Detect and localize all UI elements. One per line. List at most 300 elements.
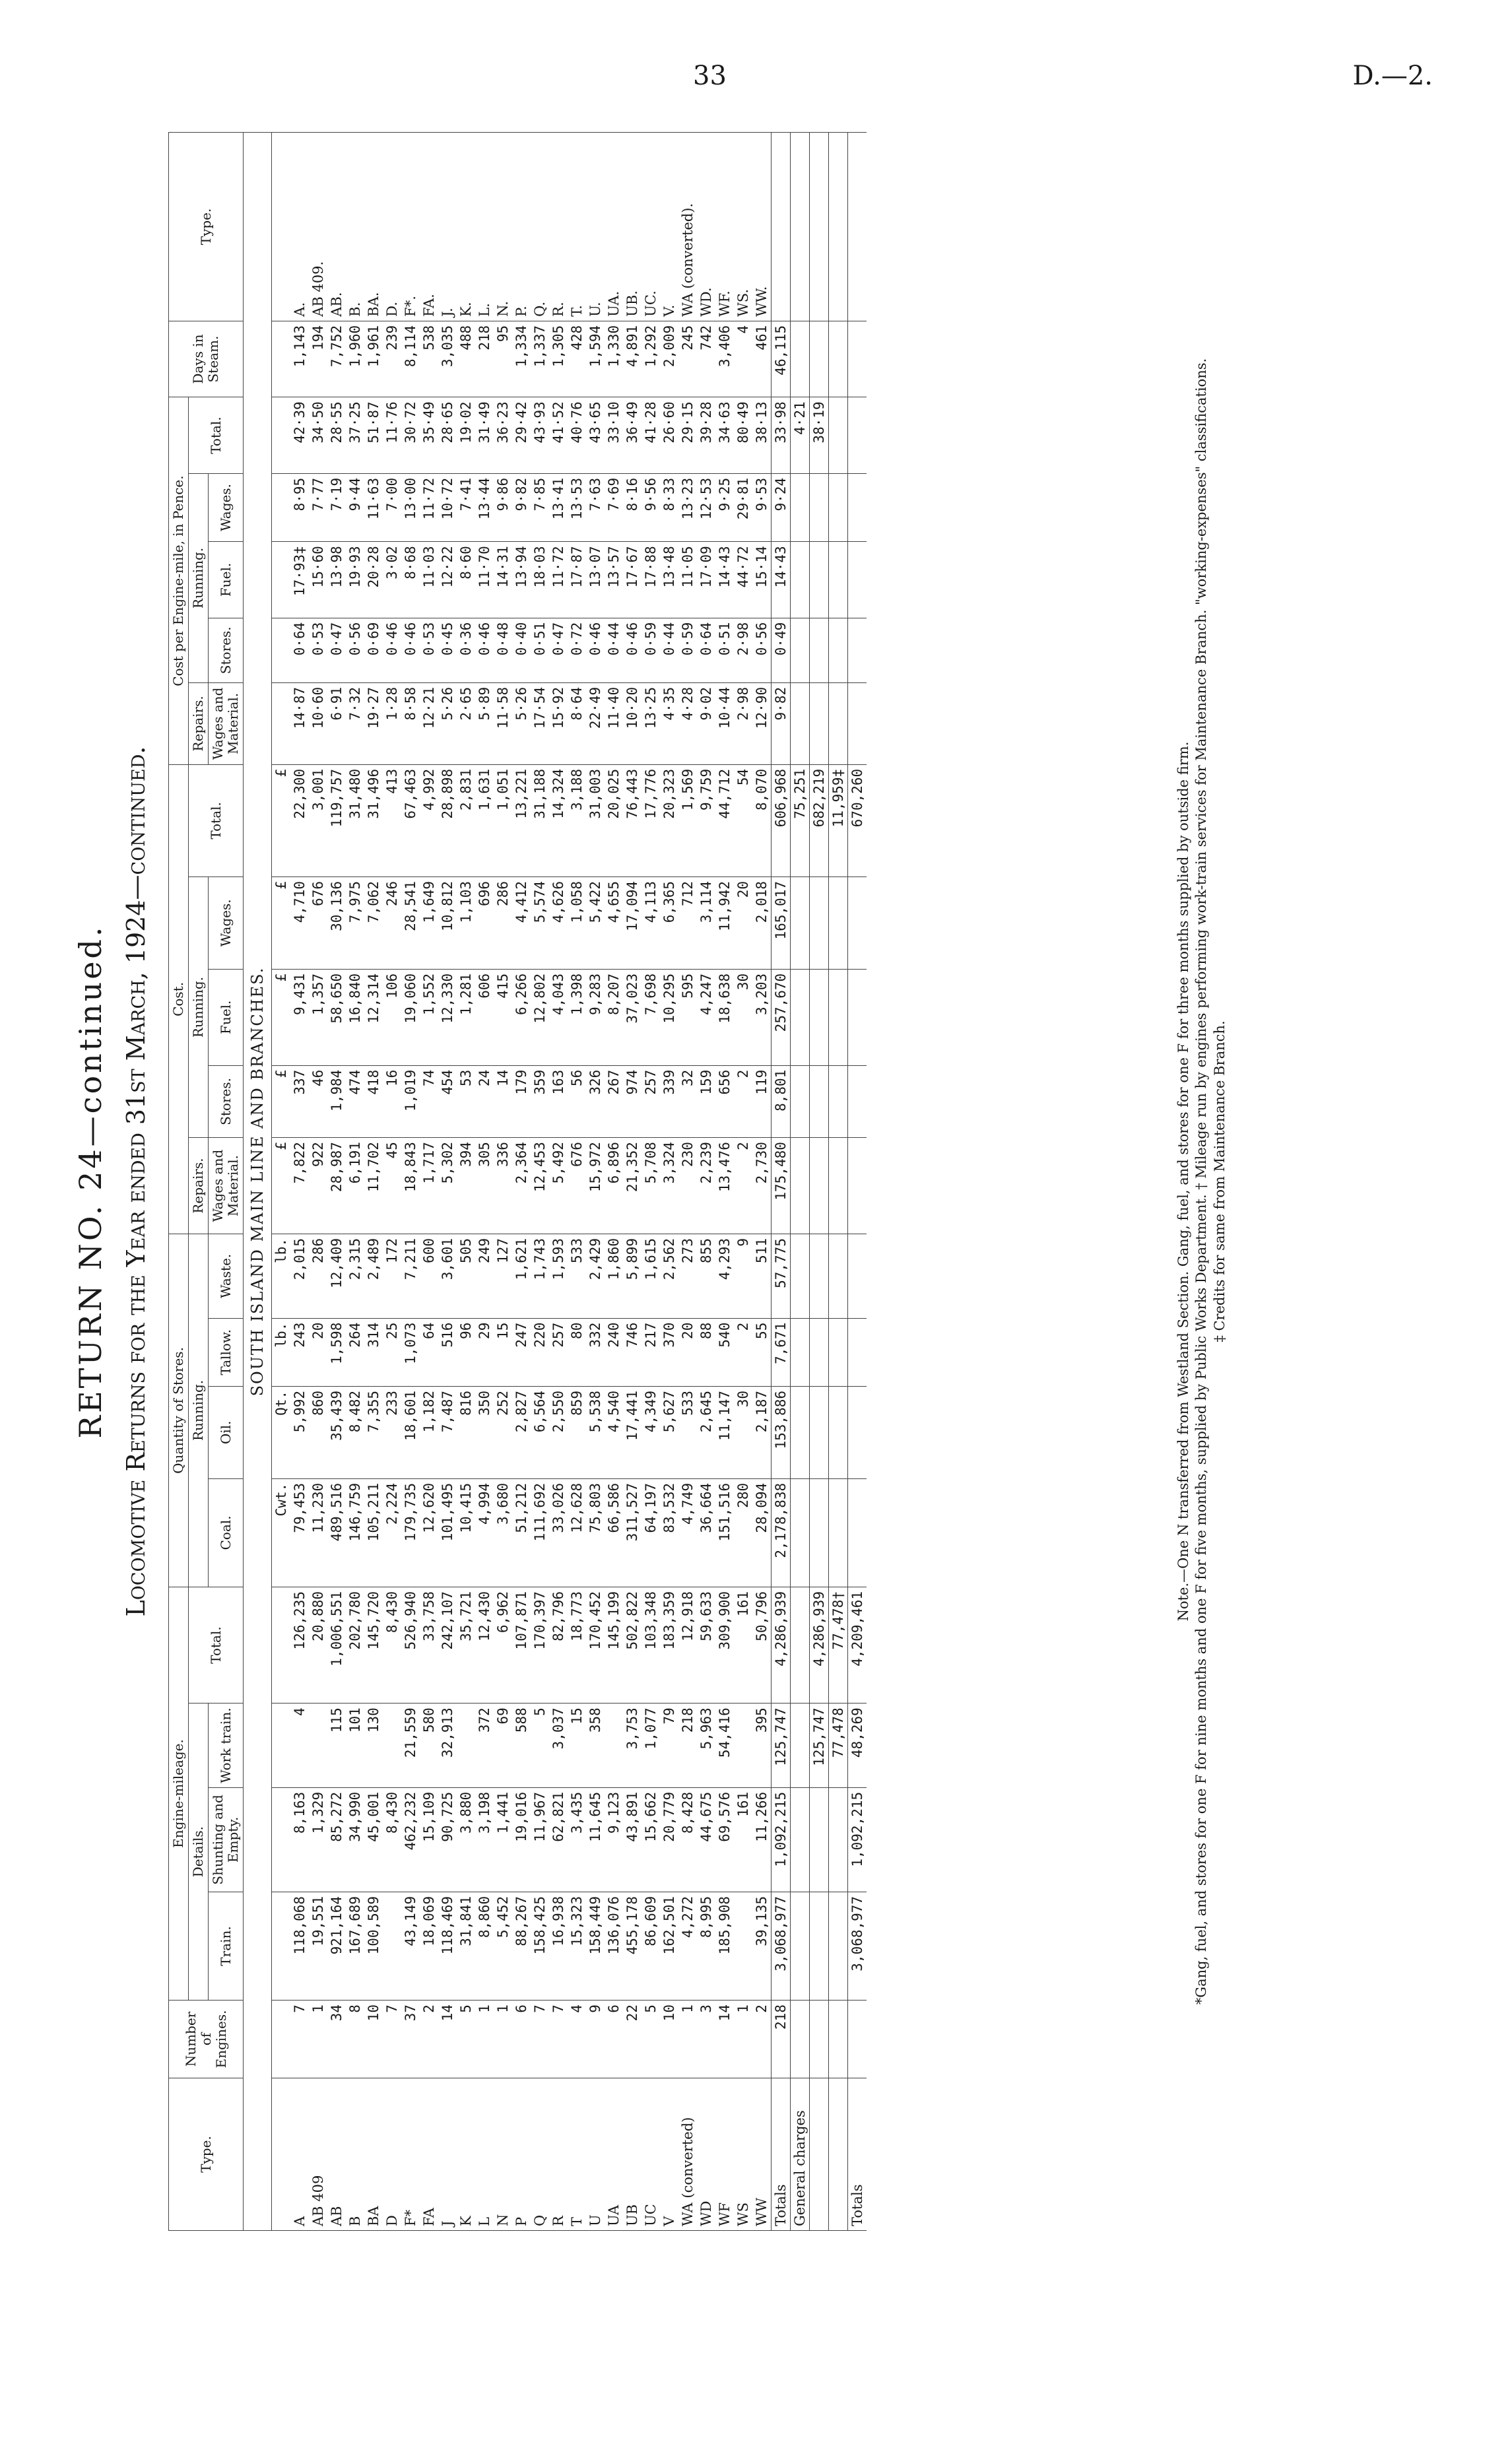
summary-cell [810, 1138, 829, 1234]
header-type: Type. [169, 2078, 244, 2231]
table-cell: 42·39 [290, 397, 309, 474]
table-cell: 336 [494, 1138, 512, 1234]
row-type: WS [734, 2078, 752, 2231]
header-cost-per-mile: Cost per Engine-mile, in Pence. [169, 397, 189, 764]
table-cell: 1 [309, 2001, 327, 2078]
summary-cell [848, 1318, 867, 1386]
row-type: L [475, 2078, 494, 2231]
table-cell: 126,235 [290, 1587, 309, 1703]
table-cell: 9 [586, 2001, 605, 2078]
header-cost-fuel: Fuel. [209, 969, 244, 1065]
table-cell: 7,355 [364, 1386, 383, 1478]
table-cell: 4 [734, 321, 752, 397]
table-cell: 656 [715, 1065, 734, 1137]
table-cell [734, 1704, 752, 1788]
table-cell: 64 [420, 1318, 438, 1386]
summary-cell [810, 1787, 829, 1892]
table-cell: 95 [494, 321, 512, 397]
summary-cell [810, 133, 829, 321]
header-cost-running: Running. [189, 877, 209, 1138]
summary-cell [848, 877, 867, 970]
table-cell: 17·09 [697, 542, 715, 618]
summary-label [810, 2078, 829, 2231]
row-type: K [457, 2078, 475, 2231]
table-cell: 217 [641, 1318, 660, 1386]
row-type-right: WF. [715, 133, 734, 321]
table-cell: 51·87 [364, 397, 383, 474]
table-cell: 20 [678, 1318, 697, 1386]
table-cell: 127 [494, 1234, 512, 1319]
table-cell: 1 [475, 2001, 494, 2078]
table-cell: 111,692 [531, 1478, 549, 1587]
table-cell: 0·64 [697, 618, 715, 682]
summary-cell [829, 618, 848, 682]
table-cell: 31,188 [531, 764, 549, 877]
table-cell: 28,898 [438, 764, 457, 877]
summary-cell: 606,968 [772, 764, 791, 877]
row-type: UB [623, 2078, 641, 2231]
table-cell: 7·41 [457, 473, 475, 541]
table-cell: 53 [457, 1065, 475, 1137]
table-cell: 15,662 [641, 1787, 660, 1892]
table-cell: 20,323 [660, 764, 678, 877]
summary-cell [810, 682, 829, 764]
row-type: WD [697, 2078, 715, 2231]
row-type: J [438, 2078, 457, 2231]
table-cell: 5,963 [697, 1704, 715, 1788]
unit-cell: £ [272, 1065, 291, 1137]
unit-cell: lb. [272, 1318, 291, 1386]
summary-cell [791, 877, 810, 970]
table-cell: 34·63 [715, 397, 734, 474]
table-cell: 10,295 [660, 969, 678, 1065]
table-cell: 80·49 [734, 397, 752, 474]
table-cell: 359 [531, 1065, 549, 1137]
table-cell: 9·53 [752, 473, 772, 541]
table-cell: 12·53 [697, 473, 715, 541]
table-cell: 28·55 [327, 397, 346, 474]
table-cell: 36·23 [494, 397, 512, 474]
table-cell: 44,712 [715, 764, 734, 877]
table-cell: 0·51 [715, 618, 734, 682]
table-row [512, 133, 531, 2231]
summary-cell [829, 397, 848, 474]
table-cell: 9 [734, 1234, 752, 1319]
summary-cell [810, 877, 829, 970]
table-cell: 0·46 [383, 618, 401, 682]
table-cell: 34·50 [309, 397, 327, 474]
table-cell: 194 [309, 321, 327, 397]
table-cell: 0·46 [475, 618, 494, 682]
table-cell: 2 [734, 1065, 752, 1137]
table-cell: 44·72 [734, 542, 752, 618]
header-tallow: Tallow. [209, 1318, 244, 1386]
table-cell: 7 [549, 2001, 568, 2078]
table-cell: 0·44 [605, 618, 623, 682]
table-cell: 5,574 [531, 877, 549, 970]
table-cell: 243 [290, 1318, 309, 1386]
table-cell [734, 1892, 752, 2000]
table-cell: 17·93‡ [290, 542, 309, 618]
table-cell: 115 [327, 1704, 346, 1788]
summary-cell [791, 1234, 810, 1319]
table-cell: 3,203 [752, 969, 772, 1065]
summary-cell: 3,068,977 [848, 1892, 867, 2000]
table-cell: 0·47 [327, 618, 346, 682]
table-cell: 2,224 [383, 1478, 401, 1587]
table-cell: 18,069 [420, 1892, 438, 2000]
table-cell: 326 [586, 1065, 605, 1137]
table-cell: 20,025 [605, 764, 623, 877]
table-row [364, 133, 383, 2231]
table-cell: 80 [568, 1318, 586, 1386]
table-cell: 21,352 [623, 1138, 641, 1234]
table-cell: 5,899 [623, 1234, 641, 1319]
table-cell: 69 [494, 1704, 512, 1788]
table-cell: 855 [697, 1234, 715, 1319]
header-train: Train. [209, 1892, 244, 2000]
row-type-right: WW. [752, 133, 772, 321]
summary-cell [848, 1065, 867, 1137]
table-cell: 58,650 [327, 969, 346, 1065]
table-cell: 12,430 [475, 1587, 494, 1703]
row-type-right: A. [290, 133, 309, 321]
table-cell: 8,070 [752, 764, 772, 877]
table-cell: 12,453 [531, 1138, 549, 1234]
table-cell: 3,601 [438, 1234, 457, 1319]
row-type-right: R. [549, 133, 568, 321]
table-cell: 0·46 [401, 618, 420, 682]
table-cell: 7,975 [346, 877, 364, 970]
row-type: WA (converted) [678, 2078, 697, 2231]
table-cell: 56 [568, 1065, 586, 1137]
table-cell: 75,803 [586, 1478, 605, 1587]
table-cell: 90,725 [438, 1787, 457, 1892]
table-cell: 2,018 [752, 877, 772, 970]
header-details: Details. [189, 1704, 209, 2001]
table-cell: 7·63 [586, 473, 605, 541]
table-cell: 428 [568, 321, 586, 397]
unit-cell: £ [272, 764, 291, 877]
summary-cell [791, 2001, 810, 2078]
summary-cell: 9·24 [772, 473, 791, 541]
row-type-right: UB. [623, 133, 641, 321]
table-cell: 40·76 [568, 397, 586, 474]
table-cell: 257 [641, 1065, 660, 1137]
summary-cell [848, 682, 867, 764]
table-cell: 0·45 [438, 618, 457, 682]
summary-cell: 2,178,838 [772, 1478, 791, 1587]
table-cell: 19,551 [309, 1892, 327, 2000]
table-cell: 14·87 [290, 682, 309, 764]
table-cell: 2 [734, 1138, 752, 1234]
table-row [568, 133, 586, 2231]
summary-cell: 4,286,939 [810, 1587, 829, 1703]
table-cell: 26·60 [660, 397, 678, 474]
table-cell: 7·00 [383, 473, 401, 541]
table-cell: 4,891 [623, 321, 641, 397]
table-cell: 3,035 [438, 321, 457, 397]
table-cell: 9·86 [494, 473, 512, 541]
table-cell: 11·40 [605, 682, 623, 764]
table-cell: 5 [457, 2001, 475, 2078]
table-cell: 4,540 [605, 1386, 623, 1478]
table-cell: 35·49 [420, 397, 438, 474]
table-cell: 18,601 [401, 1386, 420, 1478]
table-cell: 4·28 [678, 682, 697, 764]
table-row [309, 133, 327, 2231]
table-cell: 5,302 [438, 1138, 457, 1234]
table-cell: 1,019 [401, 1065, 420, 1137]
table-cell: 96 [457, 1318, 475, 1386]
summary-cell: 77,478 [829, 1704, 848, 1788]
table-cell: 1 [678, 2001, 697, 2078]
table-cell: 31,496 [364, 764, 383, 877]
table-cell: 202,780 [346, 1587, 364, 1703]
summary-cell: 7,671 [772, 1318, 791, 1386]
summary-cell [791, 969, 810, 1065]
table-cell: 4,247 [697, 969, 715, 1065]
table-cell: 83,532 [660, 1478, 678, 1587]
table-cell: 33,758 [420, 1587, 438, 1703]
table-cell: 8,428 [678, 1787, 697, 1892]
table-cell: 145,720 [364, 1587, 383, 1703]
table-cell: 8·64 [568, 682, 586, 764]
table-cell: 12·90 [752, 682, 772, 764]
table-cell: 32,913 [438, 1704, 457, 1788]
summary-cell: 175,480 [772, 1138, 791, 1234]
table-cell: 15·60 [309, 542, 327, 618]
table-cell: 267 [605, 1065, 623, 1137]
table-cell: 18,638 [715, 969, 734, 1065]
header-coal: Coal. [209, 1478, 244, 1587]
table-cell: 286 [309, 1234, 327, 1319]
summary-cell [810, 1318, 829, 1386]
table-cell: 11,942 [715, 877, 734, 970]
table-cell: 43,149 [401, 1892, 420, 2000]
table-cell: 4,113 [641, 877, 660, 970]
table-cell: 162,501 [660, 1892, 678, 2000]
table-cell: 580 [420, 1704, 438, 1788]
table-cell: 4,626 [549, 877, 568, 970]
summary-cell [791, 682, 810, 764]
table-cell: 4,412 [512, 877, 531, 970]
table-cell: 1,631 [475, 764, 494, 877]
table-cell: 12,918 [678, 1587, 697, 1703]
table-row [678, 133, 697, 2231]
summary-cell [810, 2001, 829, 2078]
table-cell: 15,972 [586, 1138, 605, 1234]
table-cell: 29·81 [734, 473, 752, 541]
summary-cell [848, 1234, 867, 1319]
table-cell: 2,315 [346, 1234, 364, 1319]
row-type: U [586, 2078, 605, 2231]
table-cell: 1,593 [549, 1234, 568, 1319]
table-cell [383, 1704, 401, 1788]
table-cell: 505 [457, 1234, 475, 1319]
table-cell: 1,569 [678, 764, 697, 877]
table-row [660, 133, 678, 2231]
table-cell: 4,043 [549, 969, 568, 1065]
table-cell: 1,961 [364, 321, 383, 397]
table-cell: 13·41 [549, 473, 568, 541]
table-cell: 19·02 [457, 397, 475, 474]
table-cell: 1,182 [420, 1386, 438, 1478]
table-cell: 172 [383, 1234, 401, 1319]
table-cell: 41·28 [641, 397, 660, 474]
table-cell: 85,272 [327, 1787, 346, 1892]
table-cell: 9,759 [697, 764, 715, 877]
table-cell: 159 [697, 1065, 715, 1137]
summary-cell [829, 1065, 848, 1137]
table-cell: 20,779 [660, 1787, 678, 1892]
table-cell: 8 [346, 2001, 364, 2078]
table-cell: 19·93 [346, 542, 364, 618]
table-cell: 13·57 [605, 542, 623, 618]
summary-cell [848, 321, 867, 397]
table-row [290, 133, 309, 2231]
table-cell: 0·59 [641, 618, 660, 682]
header-days-in-steam: Days in Steam. [169, 321, 244, 397]
summary-cell [848, 1138, 867, 1234]
table-cell: 18·03 [531, 542, 549, 618]
table-cell: 0·64 [290, 618, 309, 682]
table-cell: 3,001 [309, 764, 327, 877]
summary-row [829, 133, 848, 2231]
summary-label: Totals [772, 2078, 791, 2231]
table-cell: 305 [475, 1138, 494, 1234]
table-cell: 516 [438, 1318, 457, 1386]
summary-row [791, 133, 810, 2231]
summary-cell [810, 1065, 829, 1137]
summary-cell [791, 1787, 810, 1892]
table-cell: 118,469 [438, 1892, 457, 2000]
table-cell: 31·49 [475, 397, 494, 474]
footnote-1: Note.—One N transferred from Westland Section. Gang, fuel, and stores for one F for three months supplied by outside firm. [1175, 741, 1191, 1622]
return-title: RETURN NO. 24—continued. [73, 924, 108, 1439]
table-cell: 15,323 [568, 1892, 586, 2000]
table-cell: 1,329 [309, 1787, 327, 1892]
table-cell: 1,398 [568, 969, 586, 1065]
table-cell: 8,995 [697, 1892, 715, 2000]
table-cell: 13·23 [678, 473, 697, 541]
table-cell: 35,439 [327, 1386, 346, 1478]
table-cell: 8,482 [346, 1386, 364, 1478]
table-cell [309, 1704, 327, 1788]
header-shunting: Shunting and Empty. [209, 1787, 244, 1892]
table-cell: 0·46 [586, 618, 605, 682]
table-cell: 712 [678, 877, 697, 970]
document-code: D.—2. [1352, 61, 1433, 91]
table-cell: 11·72 [549, 542, 568, 618]
summary-cell [829, 473, 848, 541]
table-cell: 418 [364, 1065, 383, 1137]
row-type-right: U. [586, 133, 605, 321]
table-cell: 33,026 [549, 1478, 568, 1587]
table-cell: 246 [383, 877, 401, 970]
table-cell: 170,397 [531, 1587, 549, 1703]
header-cost-stores: Stores. [209, 1065, 244, 1137]
table-cell: 7,752 [327, 321, 346, 397]
row-type-right: F*. [401, 133, 420, 321]
table-cell: 136,076 [605, 1892, 623, 2000]
table-cell: 16,938 [549, 1892, 568, 2000]
row-type: BA [364, 2078, 383, 2231]
table-cell: 2,187 [752, 1386, 772, 1478]
summary-cell [848, 1386, 867, 1478]
summary-cell [791, 1892, 810, 2000]
table-cell: 1,743 [531, 1234, 549, 1319]
unit-cell [272, 618, 291, 682]
table-row [346, 133, 364, 2231]
table-cell: 17·54 [531, 682, 549, 764]
header-engine-mileage: Engine-mileage. [169, 1587, 189, 2000]
table-cell: 130 [364, 1704, 383, 1788]
table-cell: 249 [475, 1234, 494, 1319]
table-cell: 9·56 [641, 473, 660, 541]
table-cell: 5,708 [641, 1138, 660, 1234]
table-cell: 179 [512, 1065, 531, 1137]
table-cell: 118,068 [290, 1892, 309, 2000]
table-cell: 17,776 [641, 764, 660, 877]
table-cell: 526,940 [401, 1587, 420, 1703]
table-cell: 11,266 [752, 1787, 772, 1892]
table-cell: 67,463 [401, 764, 420, 877]
table-cell: 179,735 [401, 1478, 420, 1587]
table-cell: 1 [494, 2001, 512, 2078]
footnotes [1175, 132, 1229, 2231]
table-row [605, 133, 623, 2231]
locomotive-returns-table [168, 132, 867, 2231]
table-cell: 1,281 [457, 969, 475, 1065]
table-cell: 30,136 [327, 877, 346, 970]
table-cell: 7·69 [605, 473, 623, 541]
table-cell: 3,324 [660, 1138, 678, 1234]
table-cell: 1,860 [605, 1234, 623, 1319]
table-cell: 8,163 [290, 1787, 309, 1892]
summary-cell [791, 542, 810, 618]
row-type-right: V. [660, 133, 678, 321]
table-cell: 746 [623, 1318, 641, 1386]
header-waste: Waste. [209, 1234, 244, 1319]
table-cell [383, 1892, 401, 2000]
table-row [401, 133, 420, 2231]
table-cell: 46 [309, 1065, 327, 1137]
table-cell: 37·25 [346, 397, 364, 474]
table-cell: 1,330 [605, 321, 623, 397]
table-cell: 12·22 [438, 542, 457, 618]
table-cell: 43·93 [531, 397, 549, 474]
row-type-right: UA. [605, 133, 623, 321]
summary-cell [810, 1478, 829, 1587]
table-cell: 606 [475, 969, 494, 1065]
summary-cell [829, 1787, 848, 1892]
table-cell: 20 [734, 877, 752, 970]
row-type-right: WD. [697, 133, 715, 321]
summary-cell [810, 473, 829, 541]
summary-cell: 218 [772, 2001, 791, 2078]
summary-cell: 125,747 [810, 1704, 829, 1788]
summary-cell [848, 473, 867, 541]
table-cell: 1,984 [327, 1065, 346, 1137]
row-type: AB [327, 2078, 346, 2231]
row-type-right: N. [494, 133, 512, 321]
table-cell: 9·44 [346, 473, 364, 541]
row-type-right: AB 409. [309, 133, 327, 321]
row-type: WF [715, 2078, 734, 2231]
table-cell: 676 [568, 1138, 586, 1234]
table-cell: 19,016 [512, 1787, 531, 1892]
